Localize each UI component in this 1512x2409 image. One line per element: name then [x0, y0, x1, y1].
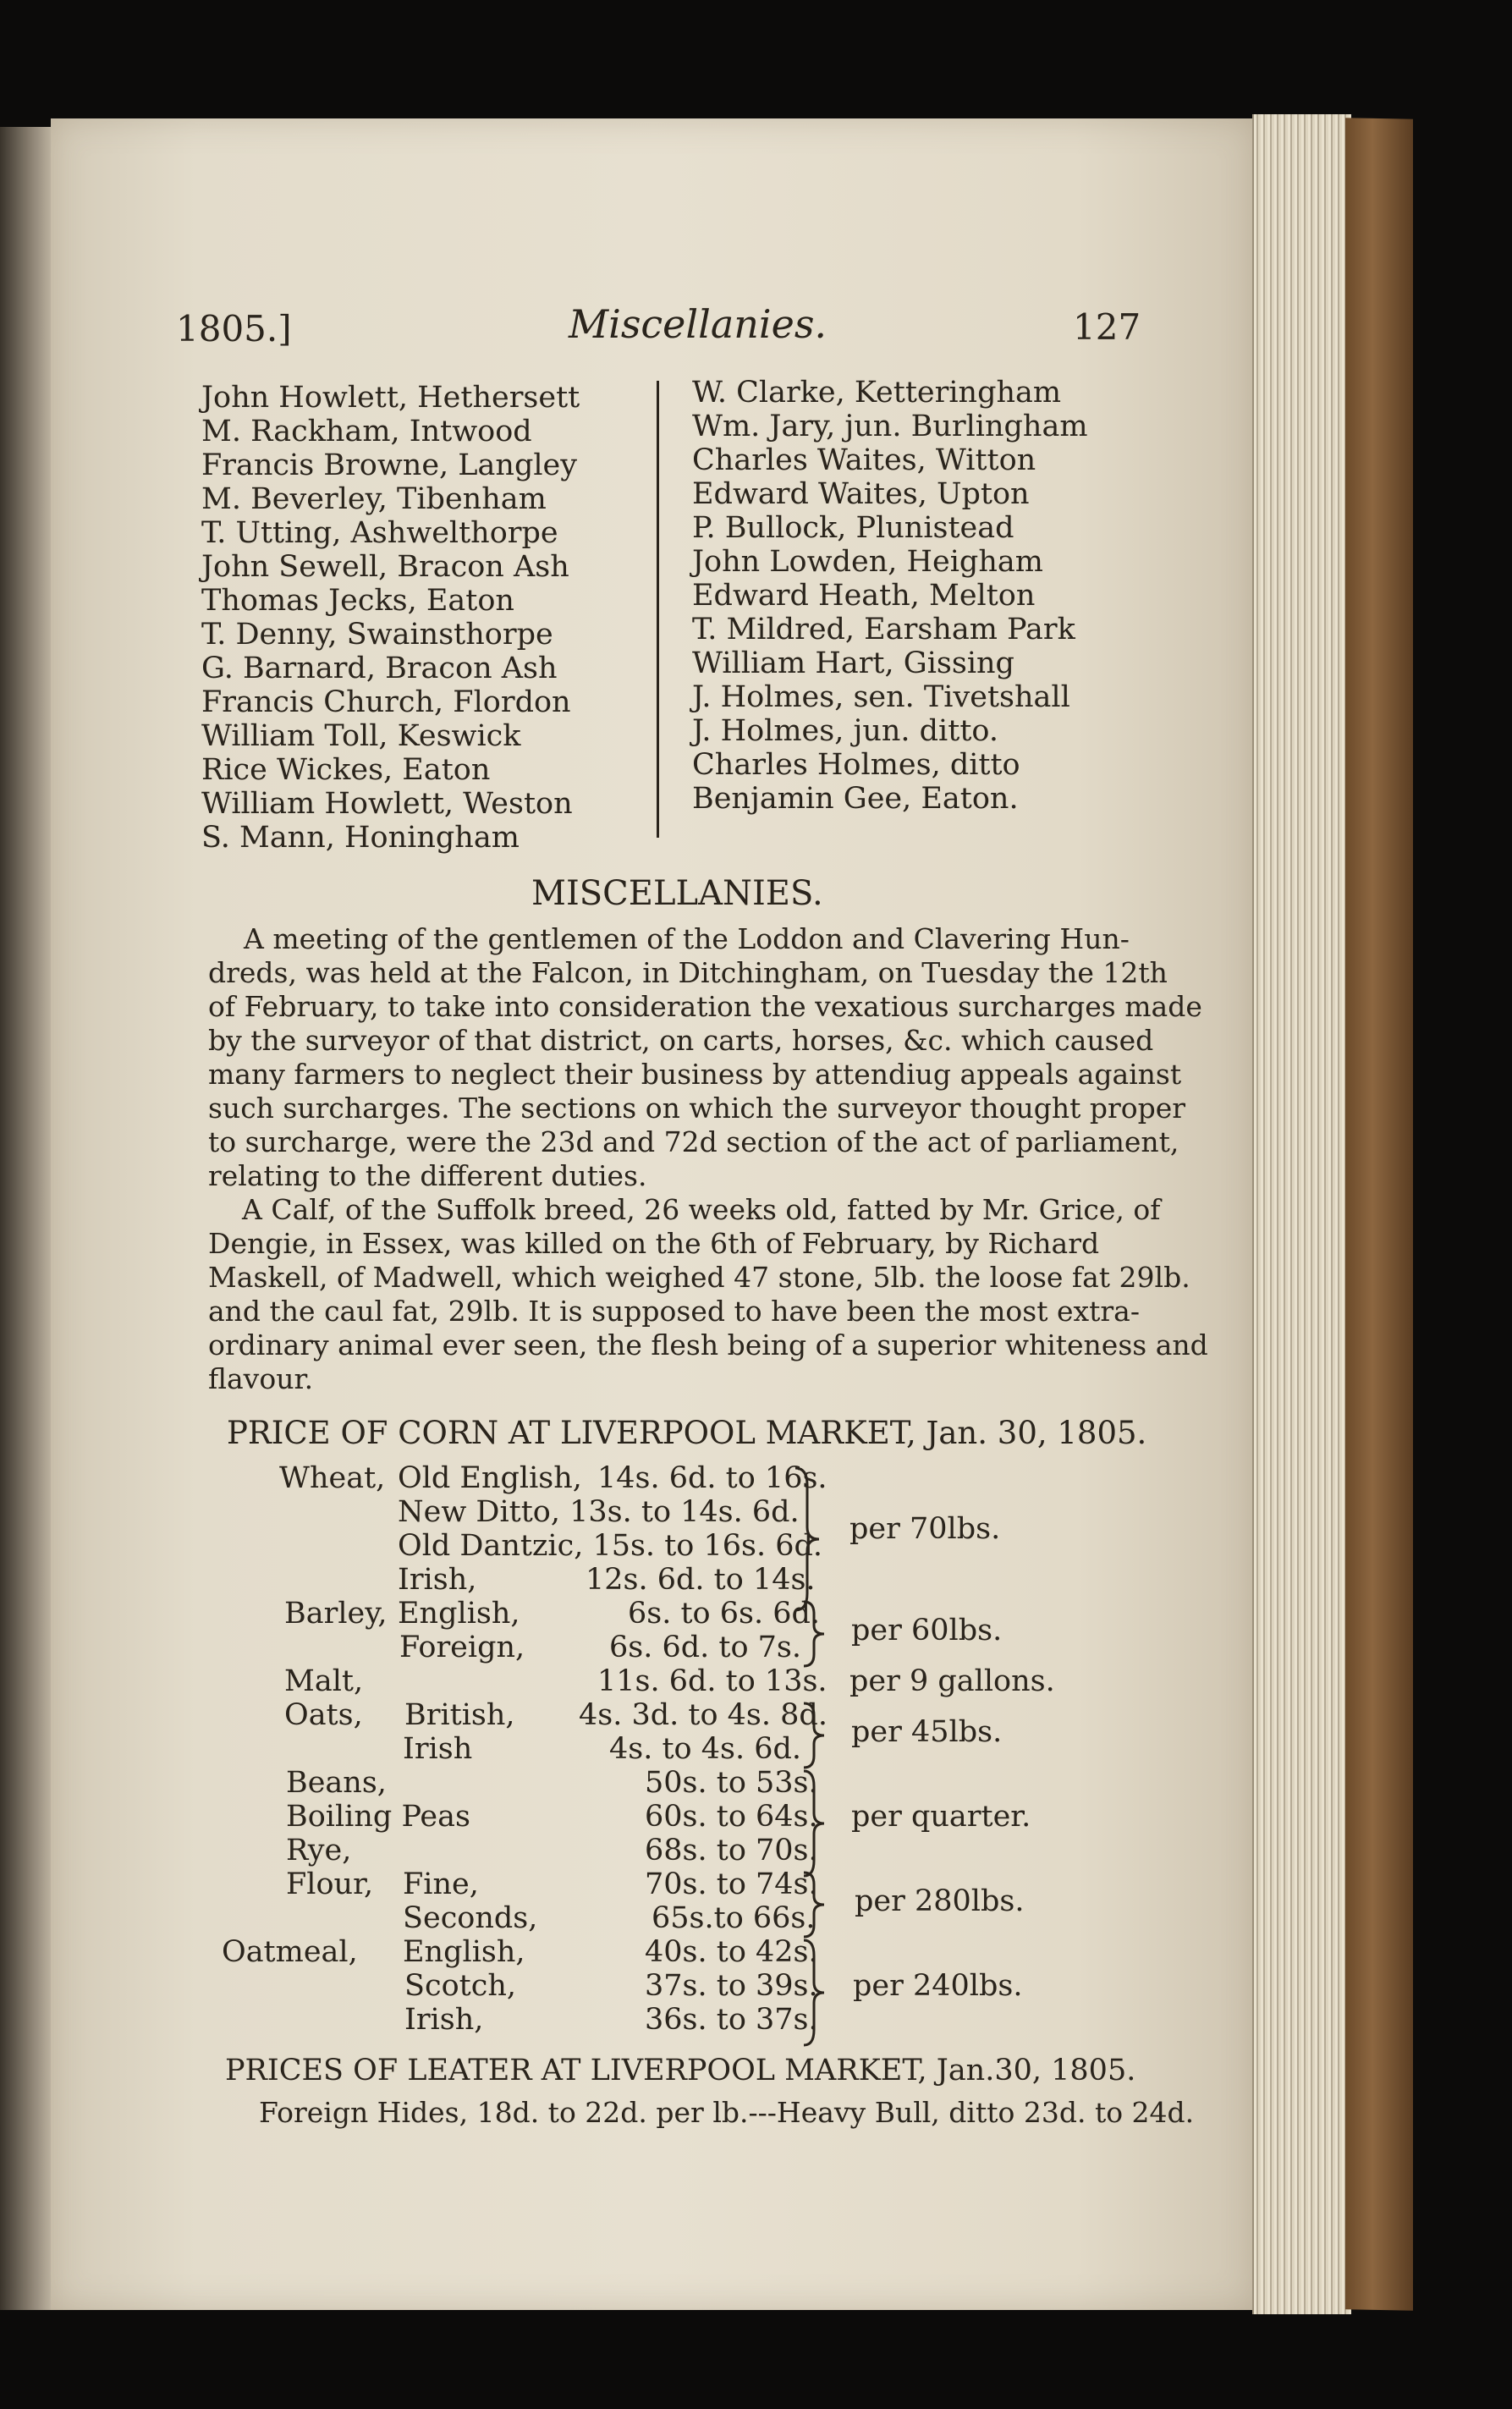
- subscriber-right-12: Charles Holmes, ditto: [692, 748, 1020, 782]
- subscriber-left-4: M. Beverley, Tibenham: [201, 482, 547, 516]
- corn-grain: Malt,: [284, 1664, 364, 1698]
- corn-price: 60s. to 64s.: [645, 1800, 818, 1834]
- page-number: 127: [1073, 306, 1141, 348]
- paragraph-1-line: A meeting of the gentlemen of the Loddon and Clavering Hun-: [244, 922, 1130, 955]
- leather-price-line: Foreign Hides, 18d. to 22d. per lb.---Heavy Bull, ditto 23d. to 24d.: [259, 2096, 1195, 2129]
- header-year: 1805.]: [176, 308, 292, 349]
- subscriber-left-2: M. Rackham, Intwood: [201, 415, 532, 448]
- corn-variety: English,: [403, 1935, 525, 1969]
- subscriber-right-7: Edward Heath, Melton: [692, 579, 1036, 613]
- paragraph-1-line: of February, to take into consideration the vexatious surcharges made: [208, 990, 1202, 1023]
- corn-price: 6s. 6d. to 7s.: [609, 1631, 802, 1664]
- subscriber-left-7: Thomas Jecks, Eaton: [201, 584, 514, 618]
- subscriber-right-2: Wm. Jary, jun. Burlingham: [692, 410, 1088, 443]
- subscriber-left-6: John Sewell, Bracon Ash: [201, 550, 569, 584]
- paragraph-1-line: such surcharges. The sections on which the surveyor thought proper: [208, 1092, 1186, 1125]
- paragraph-2-line: A Calf, of the Suffolk breed, 26 weeks old, fatted by Mr. Grice, of: [242, 1193, 1161, 1226]
- corn-grain: Oatmeal,: [222, 1935, 358, 1969]
- corn-unit: per quarter.: [851, 1800, 1031, 1834]
- paragraph-2-line: Dengie, in Essex, was killed on the 6th of February, by Richard: [208, 1227, 1100, 1260]
- corn-price: 68s. to 70s.: [645, 1834, 818, 1867]
- subscriber-left-14: S. Mann, Honingham: [201, 821, 520, 855]
- subscriber-left-11: William Toll, Keswick: [201, 719, 521, 753]
- subscriber-left-5: T. Utting, Ashwelthorpe: [201, 516, 558, 550]
- corn-price: 65s.to 66s.: [652, 1901, 816, 1935]
- subscriber-right-4: Edward Waites, Upton: [692, 477, 1030, 511]
- brace-beans: [804, 1771, 824, 1876]
- corn-variety: Irish,: [398, 1563, 477, 1597]
- corn-variety: Old Dantzic, 15s. to 16s. 6d.: [398, 1529, 822, 1563]
- paragraph-2-line: and the caul fat, 29lb. It is supposed to have been the most extra-: [208, 1295, 1140, 1328]
- corn-grain: Boiling Peas: [286, 1800, 470, 1834]
- corn-unit: per 60lbs.: [851, 1614, 1003, 1647]
- subscriber-right-10: J. Holmes, sen. Tivetshall: [692, 680, 1070, 714]
- corn-variety: British,: [404, 1698, 515, 1732]
- subscriber-right-11: J. Holmes, jun. ditto.: [692, 714, 998, 748]
- leather-price-heading: PRICES OF LEATER AT LIVERPOOL MARKET, Jan.30, 1805.: [225, 2054, 1136, 2087]
- paragraph-1-line: to surcharge, were the 23d and 72d section of the act of parliament,: [208, 1125, 1179, 1158]
- section-heading: MISCELLANIES.: [531, 874, 823, 913]
- paragraph-2-line: flavour.: [208, 1362, 314, 1395]
- brace-oatmeal: [804, 1940, 824, 2045]
- paragraph-1-line: dreds, was held at the Falcon, in Ditchingham, on Tuesday the 12th: [208, 956, 1168, 989]
- subscriber-left-3: Francis Browne, Langley: [201, 448, 578, 482]
- corn-unit: per 70lbs.: [849, 1512, 1001, 1546]
- corn-price: 6s. to 6s. 6d.: [628, 1597, 821, 1631]
- brace-oats: [804, 1703, 824, 1768]
- corn-grain: Beans,: [286, 1766, 387, 1800]
- corn-grain: Wheat,: [279, 1461, 386, 1495]
- corn-variety: Irish: [403, 1732, 473, 1766]
- corn-price: 11s. 6d. to 13s.: [597, 1664, 827, 1698]
- corn-variety: Seconds,: [403, 1901, 538, 1935]
- corn-variety: Fine,: [403, 1867, 479, 1901]
- corn-variety: Irish,: [404, 2003, 484, 2037]
- paragraph-2-line: ordinary animal ever seen, the flesh being of a superior whiteness and: [208, 1328, 1208, 1361]
- corn-variety: English,: [398, 1597, 520, 1631]
- corn-price: 4s. to 4s. 6d.: [609, 1732, 802, 1766]
- subscriber-left-12: Rice Wickes, Eaton: [201, 753, 491, 787]
- subscriber-right-1: W. Clarke, Ketteringham: [692, 376, 1062, 410]
- corn-variety: Old English,: [398, 1461, 582, 1495]
- header-title: Miscellanies.: [569, 301, 827, 347]
- subscriber-right-13: Benjamin Gee, Eaton.: [692, 782, 1019, 816]
- subscriber-left-10: Francis Church, Flordon: [201, 685, 571, 719]
- corn-unit: per 280lbs.: [855, 1884, 1025, 1918]
- corn-price: 50s. to 53s.: [645, 1766, 818, 1800]
- subscriber-right-3: Charles Waites, Witton: [692, 443, 1036, 477]
- corn-unit: per 240lbs.: [853, 1969, 1023, 2003]
- corn-price: 40s. to 42s.: [645, 1935, 818, 1969]
- corn-price: 36s. to 37s.: [645, 2003, 818, 2037]
- paragraph-1-line: by the surveyor of that district, on carts, horses, &c. which caused: [208, 1024, 1154, 1057]
- paragraph-2-line: Maskell, of Madwell, which weighed 47 stone, 5lb. the loose fat 29lb.: [208, 1261, 1190, 1294]
- corn-grain: Flour,: [286, 1867, 374, 1901]
- subscriber-right-5: P. Bullock, Plunistead: [692, 511, 1014, 545]
- subscriber-left-13: William Howlett, Weston: [201, 787, 573, 821]
- corn-variety: New Ditto, 13s. to 14s. 6d.: [398, 1495, 800, 1529]
- brace-barley: [804, 1602, 824, 1666]
- corn-variety: Foreign,: [399, 1631, 525, 1664]
- brace-flour: [804, 1873, 824, 1937]
- subscriber-left-1: John Howlett, Hethersett: [201, 381, 580, 415]
- corn-grain: Oats,: [284, 1698, 363, 1732]
- subscriber-left-8: T. Denny, Swainsthorpe: [201, 618, 553, 652]
- corn-price-heading: PRICE OF CORN AT LIVERPOOL MARKET, Jan. 30, 1805.: [227, 1415, 1147, 1451]
- subscriber-left-9: G. Barnard, Bracon Ash: [201, 652, 558, 685]
- corn-price: 70s. to 74s.: [645, 1867, 818, 1901]
- corn-variety: Scotch,: [404, 1969, 516, 2003]
- corn-price: 4s. 3d. to 4s. 8d.: [579, 1698, 827, 1732]
- corn-grain: Barley,: [284, 1597, 388, 1631]
- corn-unit: per 45lbs.: [851, 1715, 1003, 1749]
- subscriber-right-6: John Lowden, Heigham: [692, 545, 1043, 579]
- corn-price: 12s. 6d. to 14s.: [586, 1563, 816, 1597]
- paragraph-1-line: many farmers to neglect their business by attendiug appeals against: [208, 1058, 1182, 1091]
- corn-price: 37s. to 39s.: [645, 1969, 818, 2003]
- brace-wheat: [795, 1468, 819, 1610]
- subscriber-right-9: William Hart, Gissing: [692, 646, 1014, 680]
- corn-price: 14s. 6d. to 16s.: [597, 1461, 827, 1495]
- corn-grain: Rye,: [286, 1834, 352, 1867]
- subscriber-right-8: T. Mildred, Earsham Park: [692, 613, 1075, 646]
- corn-unit: per 9 gallons.: [849, 1664, 1055, 1698]
- paragraph-1-line: relating to the different duties.: [208, 1159, 647, 1192]
